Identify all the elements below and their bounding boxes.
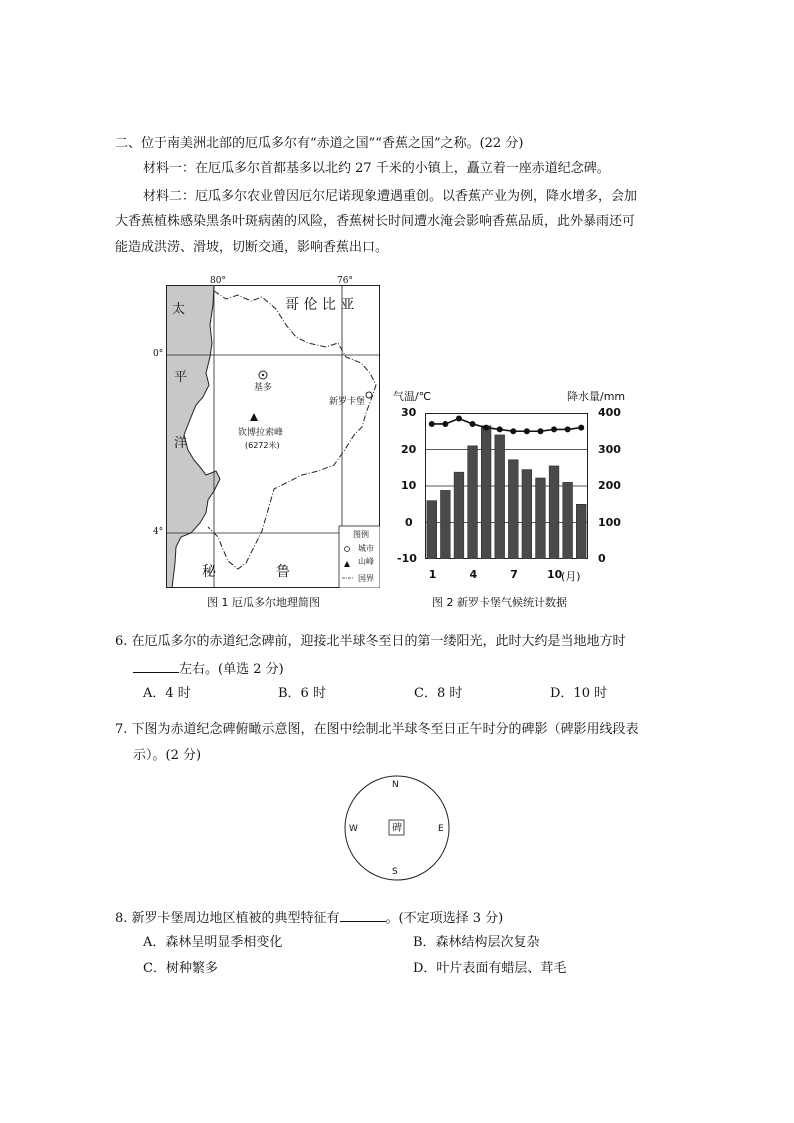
precipitation-bar — [508, 460, 518, 559]
climate-chart-plot — [425, 413, 588, 559]
q6-option-d[interactable]: D．10 时 — [550, 686, 608, 701]
legend-city-label: 城市 — [358, 544, 374, 553]
q8-answer-blank[interactable] — [340, 909, 386, 922]
section-title: 二、位于南美洲北部的厄瓜多尔有“赤道之国”“香蕉之国”之称。(22 分) — [115, 136, 524, 151]
chart-right-tick-label: 100 — [598, 515, 621, 529]
mountain-peak-icon — [250, 413, 258, 421]
map-lon-76: 76° — [337, 276, 353, 286]
chart-left-tick-label: 20 — [401, 442, 417, 456]
q8-stem-tail: 。(不定项选择 3 分) — [385, 911, 504, 926]
q7-stem-line-1: 7. 下图为赤道纪念碑俯瞰示意图，在图中绘制北半球冬至日正午时分的碑影（碑影用线段表 — [115, 722, 639, 737]
q6-option-b[interactable]: B．6 时 — [278, 686, 326, 701]
q8-stem — [115, 909, 503, 927]
chart-left-tick-label: -10 — [397, 552, 417, 565]
q8-option-b[interactable]: B．森林结构层次复杂 — [413, 935, 540, 950]
legend-peak-label: 山峰 — [358, 557, 374, 566]
label-peak-height: (6272米) — [245, 441, 280, 450]
precipitation-bar — [563, 482, 573, 559]
capital-dot-icon — [262, 374, 264, 376]
temperature-point — [565, 426, 571, 432]
temperature-point — [497, 426, 503, 432]
q6-option-a[interactable]: A．4 时 — [143, 686, 191, 701]
temperature-point — [510, 428, 516, 434]
q6-stem-line-2 — [133, 660, 284, 678]
figure-2-caption: 图 2 新罗卡堡气候统计数据 — [432, 596, 567, 609]
compass-w: W — [349, 824, 358, 834]
ocean-char-1: 太 — [172, 302, 186, 317]
temperature-point — [578, 425, 584, 431]
label-quito: 基多 — [254, 383, 273, 393]
temperature-point — [551, 426, 557, 432]
temperature-point — [483, 425, 489, 431]
chart-x-tick-label: 7 — [510, 568, 518, 581]
temperature-point — [524, 428, 530, 434]
material-1: 材料一：在厄瓜多尔首都基多以北约 27 千米的小镇上，矗立着一座赤道纪念碑。 — [143, 161, 610, 176]
q8-option-d[interactable]: D．叶片表面有蜡层、茸毛 — [413, 961, 567, 976]
label-nuevo-rocafuerte: 新罗卡堡 — [329, 397, 366, 407]
city-nuevo-marker — [366, 392, 372, 398]
q6-option-c[interactable]: C．8 时 — [414, 686, 463, 701]
precipitation-bar — [495, 435, 505, 559]
temperature-point — [442, 421, 448, 427]
chart-x-tick-label: 4 — [469, 568, 478, 581]
precipitation-bar — [549, 466, 559, 559]
material-2-line-2: 大香蕉植株感染黑条叶斑病菌的风险，香蕉树长时间遭水淹会影响香蕉品质，此外暴雨还可 — [115, 214, 636, 229]
q8-option-a[interactable]: A．森林呈明显季相变化 — [143, 935, 283, 950]
q6-stem-line-1: 6. 在厄瓜多尔的赤道纪念碑前，迎接北半球冬至日的第一缕阳光，此时大约是当地地方时 — [115, 634, 626, 649]
precipitation-bar — [454, 472, 464, 559]
q7-stem-line-2: 示）。(2 分) — [133, 748, 202, 763]
q6-stem-tail: 左右。(单选 2 分) — [179, 662, 284, 677]
chart-left-axis-label: 气温/℃ — [393, 390, 432, 403]
map-lon-80: 80° — [210, 276, 226, 286]
precipitation-bar — [536, 478, 546, 559]
ocean-char-2: 平 — [174, 370, 188, 385]
ocean-char-3: 洋 — [174, 436, 188, 451]
q8-option-c[interactable]: C．树种繁多 — [143, 961, 218, 976]
chart-right-tick-label: 200 — [598, 479, 621, 492]
figure-1-caption: 图 1 厄瓜多尔地理简图 — [207, 596, 320, 609]
precipitation-bar — [576, 504, 586, 559]
chart-left-tick-label: 10 — [401, 479, 417, 492]
map-lat-0: 0° — [153, 349, 164, 359]
precipitation-bar — [427, 501, 437, 559]
chart-right-tick-label: 0 — [598, 552, 606, 565]
chart-right-axis-label: 降水量/mm — [567, 390, 626, 403]
chart-left-tick-label: 30 — [401, 406, 417, 419]
material-2-line-3: 能造成洪涝、滑坡，切断交通，影响香蕉出口。 — [115, 240, 389, 255]
temperature-point — [470, 421, 476, 427]
precipitation-bar — [522, 470, 532, 559]
precipitation-bar — [481, 426, 491, 559]
temperature-point — [429, 421, 435, 427]
q8-stem-text: 8. 新罗卡堡周边地区植被的典型特征有 — [115, 911, 340, 926]
legend-border-label: 国界 — [358, 574, 374, 583]
chart-x-unit: (月) — [561, 570, 581, 583]
chart-x-tick-label: 1 — [428, 568, 437, 581]
label-peak-name: 钦博拉索峰 — [238, 428, 284, 438]
compass-s: S — [392, 867, 398, 877]
monument-label: 碑 — [392, 823, 402, 834]
chart-right-tick-label: 300 — [598, 442, 621, 456]
chart-x-tick-label: 10 — [547, 568, 563, 581]
compass-n: N — [392, 780, 399, 790]
label-peru-2: 鲁 — [276, 564, 290, 580]
precipitation-bar — [468, 446, 478, 559]
legend-title: 图例 — [353, 530, 369, 539]
compass-e: E — [438, 824, 444, 834]
q6-answer-blank[interactable] — [133, 660, 179, 673]
temperature-point — [537, 428, 543, 434]
chart-left-tick-label: 0 — [405, 515, 413, 529]
label-colombia: 哥 伦 比 亚 — [285, 297, 355, 313]
precipitation-bar — [440, 490, 450, 559]
material-2-line-1: 材料二：厄瓜多尔农业曾因厄尔尼诺现象遭遇重创。以香蕉产业为例，降水增多，会加 — [143, 189, 638, 204]
label-peru-1: 秘 — [202, 564, 216, 580]
map-lat-4: 4° — [153, 527, 164, 537]
temperature-line — [432, 418, 581, 431]
temperature-point — [456, 415, 462, 421]
chart-right-tick-label: 400 — [598, 406, 621, 419]
